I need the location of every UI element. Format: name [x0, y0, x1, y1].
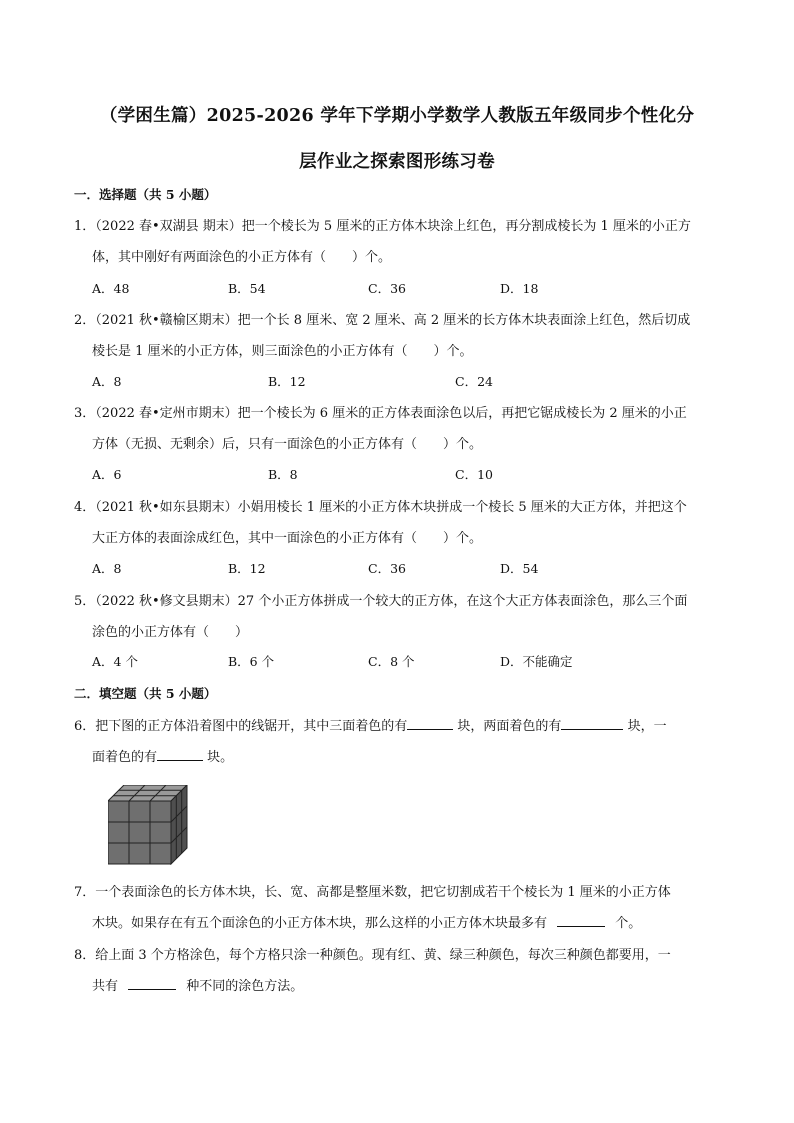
- question-8-text-a: 共有: [92, 979, 119, 994]
- question-2-line-1: 2．（2021 秋•赣榆区期末）把一个长 8 厘米、宽 2 厘米、高 2 厘米的长方体木块表面涂上红色，然后切成: [74, 313, 691, 328]
- question-2-option-c[interactable]: C．24: [455, 374, 493, 389]
- question-6-text-e: 块。: [207, 750, 234, 765]
- question-4-option-a[interactable]: A．8: [92, 561, 122, 576]
- question-3-line-1: 3．（2022 春•定州市期末）把一个棱长为 6 厘米的正方体表面涂色以后，再把它锯成棱长为 2 厘米的小正: [74, 406, 687, 421]
- question-4-option-c[interactable]: C．36: [368, 561, 406, 576]
- question-6-line-2: [92, 746, 738, 765]
- section-fill-heading: 二．填空题（共 5 小题）: [74, 686, 217, 701]
- question-5-line-1: 5．（2022 秋•修文县期末）27 个小正方体拼成一个较大的正方体，在这个大正方体表面涂色，那么三个面: [74, 594, 688, 609]
- answer-blank-6b[interactable]: [561, 717, 623, 730]
- question-8-text-b: 种不同的涂色方法。: [186, 979, 304, 994]
- question-7-line-1: 7．一个表面涂色的长方体木块，长、宽、高都是整厘米数，把它切割成若干个棱长为 1 厘米的小正方体: [74, 885, 671, 900]
- question-7-line-2: [92, 912, 738, 931]
- question-2-option-a[interactable]: A．8: [92, 374, 122, 389]
- question-1-option-a[interactable]: A．48: [92, 281, 130, 296]
- question-5-option-c[interactable]: C．8 个: [368, 654, 415, 669]
- title-line-1: （学困生篇）2025-2026 学年下学期小学数学人教版五年级同步个性化分: [99, 106, 695, 126]
- question-1-option-d[interactable]: D．18: [500, 281, 539, 296]
- question-4-line-2: 大正方体的表面涂成红色，其中一面涂色的小正方体有（ ）个。: [92, 531, 483, 546]
- question-3-option-c[interactable]: C．10: [455, 467, 493, 482]
- question-5-line-2: 涂色的小正方体有（ ）: [92, 625, 249, 640]
- question-1-option-b[interactable]: B．54: [228, 281, 266, 296]
- question-5-option-d[interactable]: D．不能确定: [500, 654, 573, 669]
- section-choice-heading: 一．选择题（共 5 小题）: [74, 187, 217, 202]
- question-6-text-b: 块，两面着色的有: [457, 719, 562, 734]
- question-5-option-a[interactable]: A．4 个: [92, 654, 138, 669]
- cube-front-face: [108, 801, 171, 864]
- question-5-option-b[interactable]: B．6 个: [228, 654, 275, 669]
- answer-blank-7[interactable]: [557, 914, 605, 927]
- question-2-option-b[interactable]: B．12: [268, 374, 306, 389]
- painted-cube-image: [108, 785, 188, 865]
- question-4-line-1: 4．（2021 秋•如东县期末）小娟用棱长 1 厘米的小正方体木块拼成一个棱长 5 厘米的大正方体，并把这个: [74, 500, 687, 515]
- question-2-line-2: 棱长是 1 厘米的小正方体，则三面涂色的小正方体有（ ）个。: [92, 344, 473, 359]
- question-8-line-2: [92, 975, 738, 994]
- answer-blank-6c[interactable]: [157, 748, 203, 761]
- question-1-line-2: 体，其中刚好有两面涂色的小正方体有（ ）个。: [92, 250, 392, 265]
- question-4-option-d[interactable]: D．54: [500, 561, 539, 576]
- question-7-text-a: 木块。如果存在有五个面涂色的小正方体木块，那么这样的小正方体木块最多有: [92, 916, 548, 931]
- question-7-text-b: 个。: [615, 916, 642, 931]
- question-6-line-1: [74, 715, 720, 734]
- question-3-line-2: 方体（无损、无剩余）后，只有一面涂色的小正方体有（ ）个。: [92, 437, 483, 452]
- question-1-line-1: 1．（2022 春•双湖县 期末）把一个棱长为 5 厘米的正方体木块涂上红色，再分割成棱长为 1 厘米的小正方: [74, 219, 691, 234]
- question-6-text-a: 6．把下图的正方体沿着图中的线锯开，其中三面着色的有: [74, 719, 408, 734]
- answer-blank-6a[interactable]: [407, 717, 453, 730]
- question-8-line-1: 8．给上面 3 个方格涂色，每个方格只涂一种颜色。现有红、黄、绿三种颜色，每次三种颜色都要用，一: [74, 948, 671, 963]
- answer-blank-8[interactable]: [128, 977, 176, 990]
- question-3-option-a[interactable]: A．6: [92, 467, 122, 482]
- question-1-option-c[interactable]: C．36: [368, 281, 406, 296]
- question-4-option-b[interactable]: B．12: [228, 561, 266, 576]
- question-6-text-d: 面着色的有: [92, 750, 158, 765]
- title-line-2: 层作业之探索图形练习卷: [299, 152, 495, 172]
- question-3-option-b[interactable]: B．8: [268, 467, 298, 482]
- question-6-text-c: 块，一: [627, 719, 667, 734]
